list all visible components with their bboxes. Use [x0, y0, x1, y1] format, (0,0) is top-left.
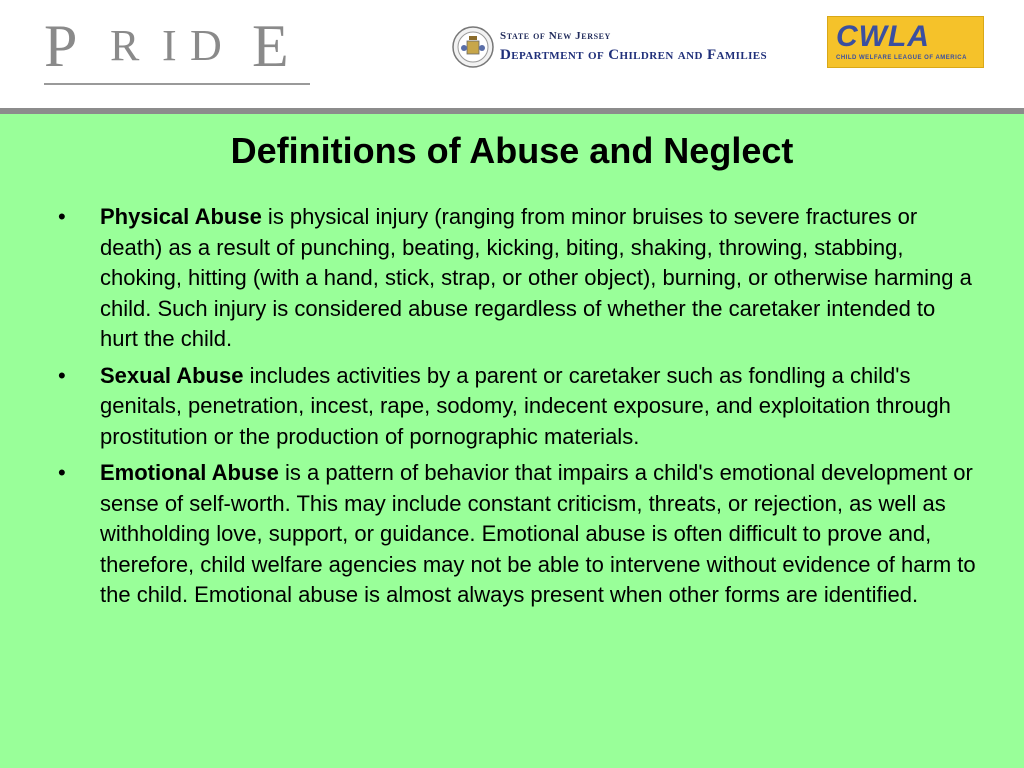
bullet-item-physical-abuse — [56, 202, 976, 355]
pride-logo-letter: E — [252, 13, 289, 79]
slide-title: Definitions of Abuse and Neglect — [230, 130, 794, 171]
bullet-term: Physical Abuse — [100, 204, 262, 229]
dcf-logo — [500, 30, 820, 64]
bullet-text: is a pattern of behavior that impairs a child's emotional development or sense of self-worth. This may include constant criticism, threats, or rejection, as well as withholding love, support, or guidance. Emotional abuse is often difficult to prove and, therefore, child welfare agencies may not be able to intervene without evidence of harm to the child. Emotional abuse is almost always present when other forms are identified. — [100, 460, 976, 607]
bullet-marker: • — [58, 460, 66, 485]
bullet-item-emotional-abuse — [56, 458, 976, 611]
nj-state-seal-icon — [452, 26, 494, 68]
pride-logo-text — [44, 8, 314, 80]
cwla-logo-text: CWLA — [836, 20, 930, 53]
bullet-text: includes activities by a parent or caretaker such as fondling a child's genitals, penetration, incest, rape, sodomy, indecent exposure, and exploitation through prostitution or the production of pornographic materials. — [100, 362, 951, 449]
bullet-text: is physical injury (ranging from minor bruises to severe fractures or death) as a result of punching, beating, kicking, biting, shaking, throwing, stabbing, choking, hitting (with a hand, stick, strap, or other object), burning, or otherwise harming a child. Such injury is considered abuse regardless of whether the caretaker intended to hurt the child. — [100, 204, 972, 351]
bullet-marker: • — [58, 204, 66, 229]
state-of-new-jersey-text: State of New Jersey — [500, 30, 611, 42]
department-name-text: Department of Children and Families — [500, 47, 768, 63]
bullet-marker: • — [58, 362, 66, 388]
bullet-term: Emotional Abuse — [100, 460, 279, 485]
slide-content — [0, 114, 1024, 768]
pride-logo-underline — [44, 83, 310, 85]
pride-logo — [44, 8, 314, 86]
bullet-term: Sexual Abuse — [100, 362, 244, 388]
pride-logo-letter: I — [162, 21, 179, 70]
header — [0, 0, 1024, 108]
bullet-list — [56, 202, 976, 617]
pride-logo-letter: P — [44, 13, 78, 79]
pride-logo-letter: R — [110, 21, 142, 70]
bullet-item-sexual-abuse — [56, 361, 976, 453]
pride-logo-letter: D — [190, 21, 224, 70]
cwla-logo-subtitle: CHILD WELFARE LEAGUE OF AMERICA — [836, 55, 967, 61]
cwla-logo — [827, 16, 984, 68]
